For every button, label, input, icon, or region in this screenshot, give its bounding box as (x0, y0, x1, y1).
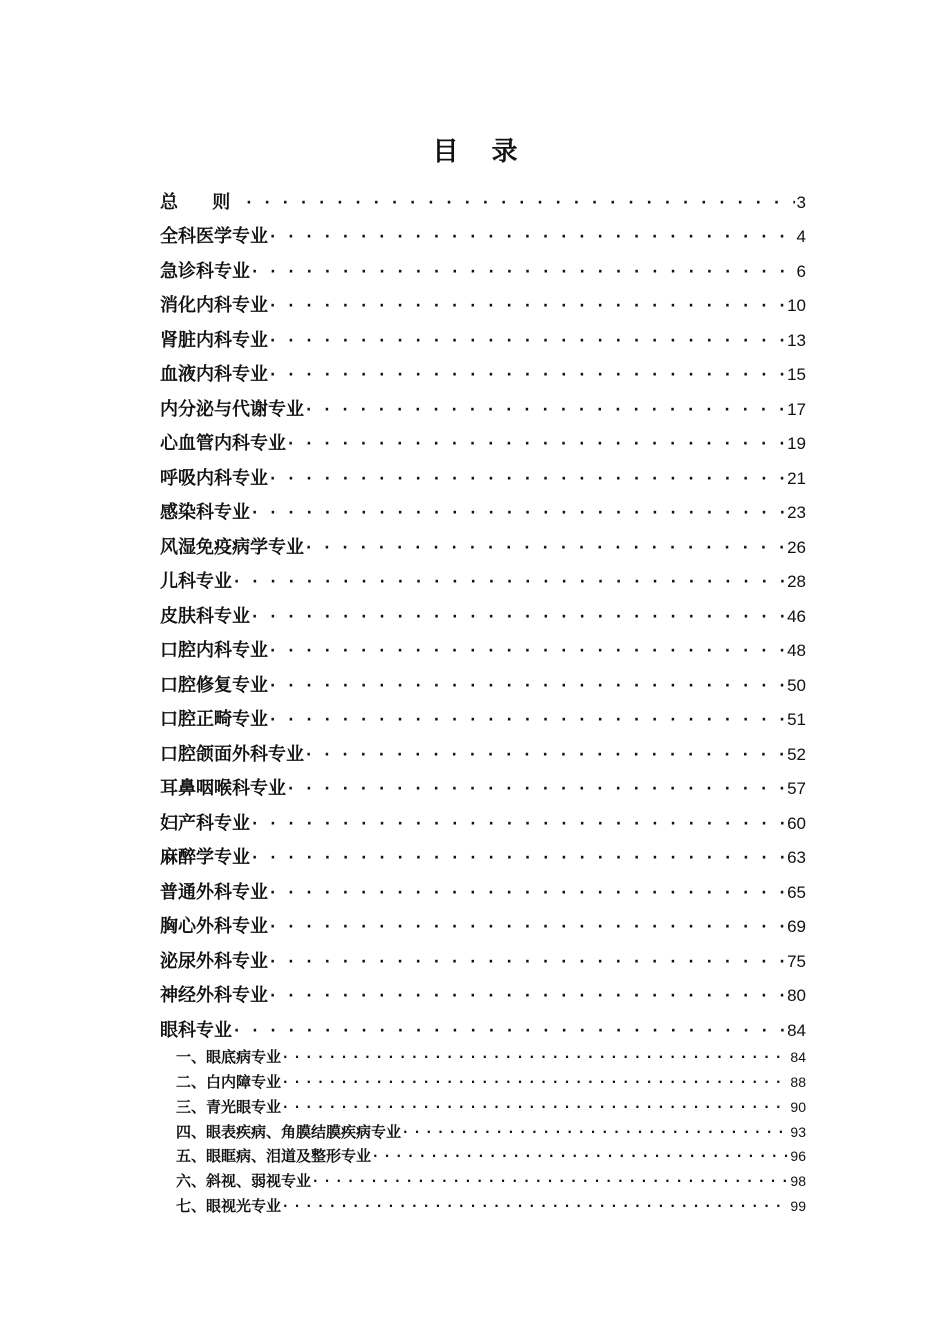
toc-entry-label: 全科医学专业 (160, 226, 268, 247)
toc-entry-page: 75 (787, 951, 806, 971)
toc-dot-leader (270, 467, 785, 491)
toc-entry-page: 3 (796, 192, 806, 212)
toc-entry-page: 48 (787, 641, 806, 660)
toc-entry[interactable] (160, 663, 806, 698)
toc-entry[interactable] (160, 525, 806, 560)
toc-entry-page: 28 (787, 572, 806, 591)
toc-sub-entry-label: 三、青光眼专业 (176, 1097, 282, 1116)
toc-dot-leader (283, 1097, 788, 1117)
toc-sub-entry-label: 二、白内障专业 (176, 1073, 282, 1092)
toc-dot-leader (246, 191, 794, 215)
toc-sub-entry-label: 六、斜视、弱视专业 (176, 1172, 312, 1191)
toc-entry[interactable] (160, 318, 806, 353)
toc-entry-page: 57 (787, 779, 806, 798)
toc-dot-leader (270, 915, 785, 939)
toc-entry-label: 急诊科专业 (160, 260, 250, 282)
toc-dot-leader (252, 260, 795, 284)
toc-entry[interactable] (160, 215, 806, 250)
toc-sub-entry[interactable] (160, 1092, 806, 1117)
toc-dot-leader (234, 1019, 785, 1043)
toc-entry-page: 6 (796, 261, 806, 281)
toc-entry[interactable] (160, 387, 806, 422)
toc-entry-page: 19 (787, 434, 806, 453)
toc-dot-leader (270, 708, 785, 732)
toc-entry[interactable] (160, 594, 806, 629)
toc-entry-page: 21 (787, 468, 806, 488)
toc-entry-page: 23 (787, 503, 806, 522)
toc-dot-leader (270, 639, 785, 663)
toc-entry-label: 内分泌与代谢专业 (160, 398, 304, 420)
toc-entry-page: 51 (787, 710, 806, 729)
toc-sub-entry[interactable] (160, 1142, 806, 1167)
toc-entry-page: 63 (787, 848, 806, 867)
toc-entry[interactable] (160, 249, 806, 284)
toc-dot-leader (270, 984, 785, 1008)
toc-entry-page: 46 (787, 606, 806, 626)
toc-entry-label: 呼吸内科专业 (160, 467, 268, 489)
toc-entry[interactable] (160, 422, 806, 457)
toc-entry-page: 17 (787, 399, 806, 419)
toc-dot-leader (288, 432, 785, 456)
toc-sub-entry[interactable] (160, 1117, 806, 1142)
toc-sub-entry[interactable] (160, 1191, 806, 1216)
toc-entry[interactable] (160, 560, 806, 595)
toc-entry-page: 60 (787, 813, 806, 833)
toc-entry-label: 肾脏内科专业 (160, 329, 268, 351)
toc-entry-page: 4 (796, 227, 806, 246)
toc-dot-leader (252, 501, 785, 525)
toc-entry-page: 13 (787, 330, 806, 350)
toc-entry[interactable] (160, 732, 806, 767)
toc-entry-label: 耳鼻咽喉科专业 (160, 778, 286, 799)
toc-sub-entry-page: 90 (790, 1098, 806, 1115)
toc-entry-page: 52 (787, 744, 806, 764)
toc-sub-entry-page: 99 (790, 1198, 806, 1215)
toc-entry-label: 口腔颌面外科专业 (160, 743, 304, 765)
toc-dot-leader (288, 777, 785, 801)
toc-dot-leader (283, 1047, 788, 1067)
toc-entry[interactable] (160, 698, 806, 733)
toc-dot-leader (283, 1196, 788, 1216)
toc-dot-leader (313, 1171, 788, 1191)
toc-dot-leader (306, 743, 785, 767)
toc-entry-label: 麻醉学专业 (160, 847, 250, 868)
toc-dot-leader (306, 536, 785, 560)
toc-entry[interactable] (160, 905, 806, 940)
toc-sub-entry-label: 四、眼表疾病、角膜结膜疾病专业 (176, 1122, 402, 1141)
toc-dot-leader (306, 398, 785, 422)
toc-entry-page: 65 (787, 882, 806, 902)
toc-dot-leader (270, 329, 785, 353)
toc-entry[interactable] (160, 870, 806, 905)
toc-entry-label: 皮肤科专业 (160, 605, 250, 627)
toc-dot-leader (234, 570, 785, 594)
toc-entry-label: 血液内科专业 (160, 364, 268, 385)
toc-entry[interactable] (160, 939, 806, 974)
toc-dot-leader (270, 294, 785, 318)
toc-entry-label: 泌尿外科专业 (160, 950, 268, 972)
toc-sub-entry-page: 84 (790, 1049, 806, 1066)
toc-entry-label: 感染科专业 (160, 502, 250, 523)
toc-sub-entry-page: 96 (790, 1148, 806, 1165)
toc-dot-leader (373, 1146, 788, 1166)
toc-sub-entry[interactable] (160, 1166, 806, 1191)
toc-entry-page: 69 (787, 917, 806, 936)
toc-entry-label: 儿科专业 (160, 571, 232, 592)
toc-dot-leader (252, 812, 785, 836)
toc-entry-label: 消化内科专业 (160, 295, 268, 316)
toc-entry-label: 胸心外科专业 (160, 916, 268, 937)
toc-entry-label: 妇产科专业 (160, 812, 250, 834)
toc-entry-page: 15 (787, 365, 806, 384)
toc-entry[interactable] (160, 1008, 806, 1043)
toc-entry-page: 50 (787, 675, 806, 695)
toc-entry-label: 总 则 (160, 191, 245, 213)
toc-entry-label: 口腔正畸专业 (160, 709, 268, 730)
toc-entry[interactable] (160, 456, 806, 491)
toc-list (160, 180, 806, 1216)
toc-dot-leader (403, 1122, 788, 1142)
toc-entry[interactable] (160, 353, 806, 388)
toc-sub-entry-label: 五、眼眶病、泪道及整形专业 (176, 1147, 372, 1166)
toc-sub-entry-label: 七、眼视光专业 (176, 1197, 282, 1216)
toc-entry-general[interactable] (160, 180, 806, 215)
toc-entry-label: 神经外科专业 (160, 985, 268, 1006)
toc-dot-leader (252, 846, 785, 870)
toc-sub-entry-page: 88 (790, 1074, 806, 1091)
toc-entry-label: 口腔修复专业 (160, 674, 268, 696)
toc-entry-page: 10 (787, 296, 806, 315)
toc-entry[interactable] (160, 491, 806, 526)
toc-dot-leader (252, 605, 785, 629)
toc-dot-leader (270, 225, 795, 249)
toc-dot-leader (270, 950, 785, 974)
toc-dot-leader (270, 881, 785, 905)
toc-sub-entry-page: 98 (790, 1173, 806, 1190)
toc-dot-leader (270, 363, 785, 387)
toc-entry-label: 口腔内科专业 (160, 640, 268, 661)
toc-dot-leader (270, 674, 785, 698)
toc-entry[interactable] (160, 836, 806, 871)
toc-entry-label: 风湿免疫病学专业 (160, 536, 304, 558)
toc-sub-entry[interactable] (160, 1043, 806, 1068)
toc-sub-entry[interactable] (160, 1067, 806, 1092)
toc-entry-label: 普通外科专业 (160, 881, 268, 903)
toc-entry-label: 眼科专业 (160, 1019, 232, 1041)
toc-entry[interactable] (160, 801, 806, 836)
toc-entry-page: 84 (787, 1020, 806, 1040)
toc-sub-entry-label: 一、眼底病专业 (176, 1048, 282, 1067)
toc-sub-entry-page: 93 (790, 1123, 806, 1140)
toc-entry[interactable] (160, 767, 806, 802)
toc-title: 目 录 (432, 137, 530, 167)
toc-entry[interactable] (160, 284, 806, 319)
toc-entry[interactable] (160, 974, 806, 1009)
toc-entry-page: 80 (787, 986, 806, 1005)
toc-entry[interactable] (160, 629, 806, 664)
toc-entry-label: 心血管内科专业 (160, 433, 286, 454)
toc-dot-leader (283, 1072, 788, 1092)
toc-entry-page: 26 (787, 537, 806, 557)
